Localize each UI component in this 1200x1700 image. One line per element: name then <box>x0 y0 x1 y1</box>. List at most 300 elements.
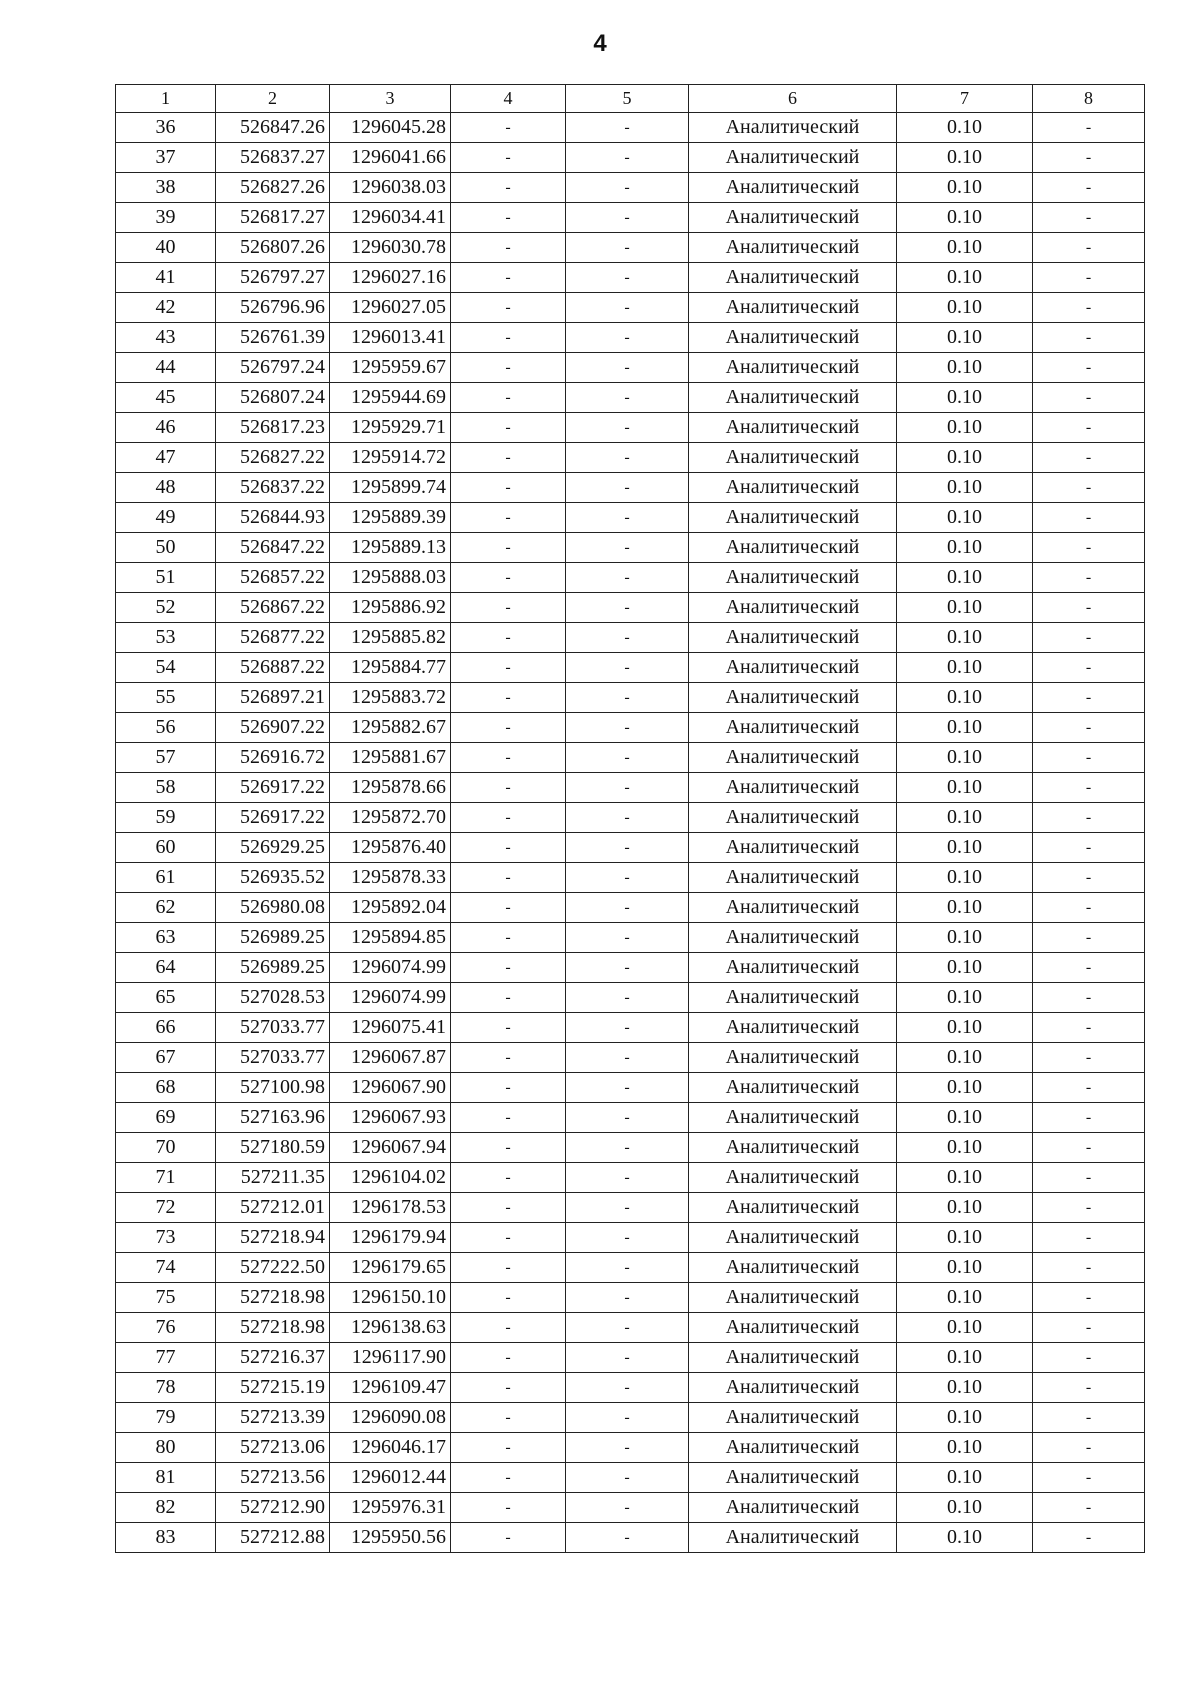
cell-method: Аналитический <box>689 1073 897 1103</box>
cell-col-4: - <box>451 563 566 593</box>
cell-coord-x: 526807.26 <box>216 233 330 263</box>
cell-col-8: - <box>1033 983 1145 1013</box>
cell-accuracy: 0.10 <box>897 863 1033 893</box>
cell-point-number: 56 <box>116 713 216 743</box>
cell-col-4: - <box>451 1043 566 1073</box>
cell-coord-x: 527163.96 <box>216 1103 330 1133</box>
cell-col-5: - <box>566 1223 689 1253</box>
cell-col-5: - <box>566 293 689 323</box>
cell-coord-x: 527213.06 <box>216 1433 330 1463</box>
cell-accuracy: 0.10 <box>897 203 1033 233</box>
cell-accuracy: 0.10 <box>897 173 1033 203</box>
cell-method: Аналитический <box>689 923 897 953</box>
cell-point-number: 61 <box>116 863 216 893</box>
column-header-2: 2 <box>216 85 330 113</box>
cell-point-number: 39 <box>116 203 216 233</box>
cell-coord-y: 1296013.41 <box>330 323 451 353</box>
cell-col-5: - <box>566 623 689 653</box>
cell-method: Аналитический <box>689 1163 897 1193</box>
cell-point-number: 37 <box>116 143 216 173</box>
cell-method: Аналитический <box>689 203 897 233</box>
cell-col-8: - <box>1033 1403 1145 1433</box>
cell-col-8: - <box>1033 533 1145 563</box>
cell-coord-x: 526847.26 <box>216 113 330 143</box>
cell-col-5: - <box>566 1373 689 1403</box>
cell-point-number: 49 <box>116 503 216 533</box>
cell-col-8: - <box>1033 1043 1145 1073</box>
cell-point-number: 63 <box>116 923 216 953</box>
cell-coord-x: 526807.24 <box>216 383 330 413</box>
cell-accuracy: 0.10 <box>897 593 1033 623</box>
cell-col-8: - <box>1033 1013 1145 1043</box>
table-row <box>116 173 1145 203</box>
cell-col-5: - <box>566 533 689 563</box>
cell-col-5: - <box>566 983 689 1013</box>
cell-method: Аналитический <box>689 1523 897 1553</box>
cell-point-number: 55 <box>116 683 216 713</box>
cell-accuracy: 0.10 <box>897 353 1033 383</box>
cell-coord-x: 526797.27 <box>216 263 330 293</box>
cell-coord-x: 526817.23 <box>216 413 330 443</box>
cell-coord-x: 526989.25 <box>216 953 330 983</box>
cell-col-8: - <box>1033 443 1145 473</box>
cell-coord-x: 527212.01 <box>216 1193 330 1223</box>
cell-accuracy: 0.10 <box>897 323 1033 353</box>
column-header-5: 5 <box>566 85 689 113</box>
cell-col-4: - <box>451 1403 566 1433</box>
cell-col-4: - <box>451 623 566 653</box>
table-row <box>116 113 1145 143</box>
cell-point-number: 53 <box>116 623 216 653</box>
cell-col-8: - <box>1033 1223 1145 1253</box>
cell-method: Аналитический <box>689 1193 897 1223</box>
cell-accuracy: 0.10 <box>897 623 1033 653</box>
cell-col-4: - <box>451 983 566 1013</box>
table-row <box>116 353 1145 383</box>
table-row <box>116 1523 1145 1553</box>
cell-accuracy: 0.10 <box>897 1253 1033 1283</box>
cell-col-8: - <box>1033 743 1145 773</box>
table-row <box>116 1403 1145 1433</box>
cell-col-5: - <box>566 143 689 173</box>
cell-col-5: - <box>566 1463 689 1493</box>
cell-col-8: - <box>1033 1103 1145 1133</box>
cell-method: Аналитический <box>689 413 897 443</box>
cell-col-5: - <box>566 1403 689 1433</box>
cell-coord-y: 1295876.40 <box>330 833 451 863</box>
cell-accuracy: 0.10 <box>897 1493 1033 1523</box>
cell-accuracy: 0.10 <box>897 923 1033 953</box>
cell-col-4: - <box>451 833 566 863</box>
table-row <box>116 1253 1145 1283</box>
cell-method: Аналитический <box>689 983 897 1013</box>
cell-coord-x: 527215.19 <box>216 1373 330 1403</box>
cell-col-5: - <box>566 1013 689 1043</box>
cell-col-4: - <box>451 803 566 833</box>
cell-coord-y: 1296067.90 <box>330 1073 451 1103</box>
page-number: 4 <box>593 30 607 57</box>
cell-accuracy: 0.10 <box>897 1433 1033 1463</box>
cell-col-8: - <box>1033 623 1145 653</box>
cell-coord-x: 526796.96 <box>216 293 330 323</box>
cell-col-4: - <box>451 383 566 413</box>
cell-col-8: - <box>1033 1463 1145 1493</box>
cell-col-8: - <box>1033 713 1145 743</box>
cell-point-number: 83 <box>116 1523 216 1553</box>
cell-col-8: - <box>1033 473 1145 503</box>
cell-accuracy: 0.10 <box>897 563 1033 593</box>
cell-col-5: - <box>566 1343 689 1373</box>
cell-method: Аналитический <box>689 1133 897 1163</box>
cell-coord-x: 526916.72 <box>216 743 330 773</box>
cell-method: Аналитический <box>689 353 897 383</box>
cell-coord-y: 1296012.44 <box>330 1463 451 1493</box>
cell-col-4: - <box>451 1133 566 1163</box>
cell-accuracy: 0.10 <box>897 743 1033 773</box>
cell-method: Аналитический <box>689 683 897 713</box>
cell-col-8: - <box>1033 653 1145 683</box>
cell-point-number: 41 <box>116 263 216 293</box>
cell-col-5: - <box>566 473 689 503</box>
cell-col-4: - <box>451 443 566 473</box>
cell-col-5: - <box>566 803 689 833</box>
cell-coord-x: 527222.50 <box>216 1253 330 1283</box>
cell-coord-x: 527213.39 <box>216 1403 330 1433</box>
table-header <box>116 85 1145 113</box>
cell-accuracy: 0.10 <box>897 683 1033 713</box>
cell-coord-y: 1295888.03 <box>330 563 451 593</box>
cell-point-number: 73 <box>116 1223 216 1253</box>
cell-coord-y: 1296178.53 <box>330 1193 451 1223</box>
cell-col-5: - <box>566 653 689 683</box>
cell-method: Аналитический <box>689 383 897 413</box>
cell-col-4: - <box>451 743 566 773</box>
cell-accuracy: 0.10 <box>897 1013 1033 1043</box>
cell-coord-x: 526844.93 <box>216 503 330 533</box>
cell-coord-y: 1296046.17 <box>330 1433 451 1463</box>
cell-col-4: - <box>451 353 566 383</box>
cell-accuracy: 0.10 <box>897 653 1033 683</box>
cell-point-number: 68 <box>116 1073 216 1103</box>
cell-col-4: - <box>451 323 566 353</box>
cell-col-8: - <box>1033 1193 1145 1223</box>
table-body <box>116 113 1145 1553</box>
cell-col-5: - <box>566 443 689 473</box>
cell-accuracy: 0.10 <box>897 773 1033 803</box>
column-header-4: 4 <box>451 85 566 113</box>
cell-col-5: - <box>566 1493 689 1523</box>
cell-col-5: - <box>566 1103 689 1133</box>
cell-point-number: 45 <box>116 383 216 413</box>
cell-coord-y: 1296067.87 <box>330 1043 451 1073</box>
cell-coord-x: 527211.35 <box>216 1163 330 1193</box>
cell-col-8: - <box>1033 1373 1145 1403</box>
cell-col-5: - <box>566 773 689 803</box>
cell-coord-x: 527033.77 <box>216 1013 330 1043</box>
cell-col-5: - <box>566 173 689 203</box>
cell-coord-y: 1296138.63 <box>330 1313 451 1343</box>
cell-point-number: 50 <box>116 533 216 563</box>
cell-col-5: - <box>566 893 689 923</box>
cell-point-number: 67 <box>116 1043 216 1073</box>
cell-method: Аналитический <box>689 1103 897 1133</box>
cell-col-8: - <box>1033 863 1145 893</box>
cell-point-number: 54 <box>116 653 216 683</box>
cell-method: Аналитический <box>689 473 897 503</box>
cell-col-5: - <box>566 683 689 713</box>
cell-coord-x: 526887.22 <box>216 653 330 683</box>
cell-col-8: - <box>1033 683 1145 713</box>
cell-coord-x: 527218.94 <box>216 1223 330 1253</box>
cell-point-number: 44 <box>116 353 216 383</box>
cell-col-8: - <box>1033 1073 1145 1103</box>
cell-accuracy: 0.10 <box>897 1523 1033 1553</box>
cell-col-8: - <box>1033 803 1145 833</box>
cell-col-8: - <box>1033 773 1145 803</box>
cell-col-4: - <box>451 503 566 533</box>
table-row <box>116 323 1145 353</box>
cell-accuracy: 0.10 <box>897 233 1033 263</box>
cell-method: Аналитический <box>689 233 897 263</box>
cell-point-number: 58 <box>116 773 216 803</box>
cell-col-5: - <box>566 1163 689 1193</box>
table-row <box>116 293 1145 323</box>
cell-coord-x: 526827.22 <box>216 443 330 473</box>
cell-point-number: 70 <box>116 1133 216 1163</box>
cell-col-5: - <box>566 1523 689 1553</box>
cell-col-5: - <box>566 1193 689 1223</box>
cell-coord-y: 1295894.85 <box>330 923 451 953</box>
cell-accuracy: 0.10 <box>897 1193 1033 1223</box>
cell-point-number: 62 <box>116 893 216 923</box>
cell-col-4: - <box>451 1343 566 1373</box>
table-row <box>116 833 1145 863</box>
cell-point-number: 43 <box>116 323 216 353</box>
cell-coord-y: 1296179.65 <box>330 1253 451 1283</box>
cell-point-number: 81 <box>116 1463 216 1493</box>
cell-col-4: - <box>451 893 566 923</box>
cell-col-4: - <box>451 593 566 623</box>
cell-method: Аналитический <box>689 173 897 203</box>
cell-accuracy: 0.10 <box>897 803 1033 833</box>
cell-col-8: - <box>1033 143 1145 173</box>
cell-point-number: 51 <box>116 563 216 593</box>
cell-method: Аналитический <box>689 143 897 173</box>
cell-coord-x: 526867.22 <box>216 593 330 623</box>
cell-point-number: 36 <box>116 113 216 143</box>
cell-coord-y: 1295882.67 <box>330 713 451 743</box>
cell-point-number: 60 <box>116 833 216 863</box>
cell-col-8: - <box>1033 1253 1145 1283</box>
cell-coord-y: 1295950.56 <box>330 1523 451 1553</box>
cell-col-4: - <box>451 1013 566 1043</box>
cell-col-4: - <box>451 413 566 443</box>
cell-method: Аналитический <box>689 743 897 773</box>
cell-method: Аналитический <box>689 1493 897 1523</box>
cell-col-8: - <box>1033 1493 1145 1523</box>
table-row <box>116 803 1145 833</box>
cell-accuracy: 0.10 <box>897 833 1033 863</box>
cell-col-8: - <box>1033 233 1145 263</box>
cell-col-8: - <box>1033 833 1145 863</box>
cell-col-8: - <box>1033 1433 1145 1463</box>
cell-method: Аналитический <box>689 833 897 863</box>
cell-coord-y: 1295881.67 <box>330 743 451 773</box>
cell-coord-y: 1296030.78 <box>330 233 451 263</box>
cell-method: Аналитический <box>689 1223 897 1253</box>
cell-col-8: - <box>1033 1343 1145 1373</box>
cell-accuracy: 0.10 <box>897 953 1033 983</box>
cell-col-4: - <box>451 1523 566 1553</box>
cell-coord-y: 1296034.41 <box>330 203 451 233</box>
cell-col-5: - <box>566 1073 689 1103</box>
cell-col-4: - <box>451 1103 566 1133</box>
cell-col-5: - <box>566 833 689 863</box>
coordinates-table <box>115 84 1145 1553</box>
cell-col-5: - <box>566 923 689 953</box>
cell-coord-y: 1295959.67 <box>330 353 451 383</box>
cell-col-4: - <box>451 293 566 323</box>
column-header-7: 7 <box>897 85 1033 113</box>
cell-coord-x: 527213.56 <box>216 1463 330 1493</box>
table-row <box>116 1223 1145 1253</box>
cell-coord-y: 1296027.05 <box>330 293 451 323</box>
table-row <box>116 593 1145 623</box>
cell-coord-x: 526989.25 <box>216 923 330 953</box>
cell-coord-y: 1295976.31 <box>330 1493 451 1523</box>
cell-method: Аналитический <box>689 653 897 683</box>
cell-method: Аналитический <box>689 893 897 923</box>
cell-point-number: 66 <box>116 1013 216 1043</box>
cell-accuracy: 0.10 <box>897 983 1033 1013</box>
cell-coord-y: 1296090.08 <box>330 1403 451 1433</box>
table-row <box>116 1163 1145 1193</box>
cell-coord-y: 1296045.28 <box>330 113 451 143</box>
cell-col-8: - <box>1033 323 1145 353</box>
cell-col-8: - <box>1033 593 1145 623</box>
cell-accuracy: 0.10 <box>897 1133 1033 1163</box>
cell-col-5: - <box>566 1433 689 1463</box>
cell-coord-x: 527028.53 <box>216 983 330 1013</box>
cell-method: Аналитический <box>689 863 897 893</box>
cell-coord-y: 1296117.90 <box>330 1343 451 1373</box>
cell-col-8: - <box>1033 503 1145 533</box>
cell-col-5: - <box>566 743 689 773</box>
column-header-1: 1 <box>116 85 216 113</box>
table-row <box>116 1103 1145 1133</box>
cell-coord-x: 526857.22 <box>216 563 330 593</box>
cell-col-8: - <box>1033 383 1145 413</box>
cell-col-4: - <box>451 143 566 173</box>
cell-accuracy: 0.10 <box>897 1283 1033 1313</box>
cell-coord-x: 527216.37 <box>216 1343 330 1373</box>
cell-coord-x: 527033.77 <box>216 1043 330 1073</box>
cell-col-5: - <box>566 1133 689 1163</box>
cell-method: Аналитический <box>689 1283 897 1313</box>
cell-col-5: - <box>566 1313 689 1343</box>
cell-accuracy: 0.10 <box>897 1163 1033 1193</box>
cell-accuracy: 0.10 <box>897 1223 1033 1253</box>
column-header-6: 6 <box>689 85 897 113</box>
cell-point-number: 47 <box>116 443 216 473</box>
cell-method: Аналитический <box>689 263 897 293</box>
cell-point-number: 64 <box>116 953 216 983</box>
cell-point-number: 40 <box>116 233 216 263</box>
cell-col-4: - <box>451 1493 566 1523</box>
cell-accuracy: 0.10 <box>897 533 1033 563</box>
cell-accuracy: 0.10 <box>897 713 1033 743</box>
table-row <box>116 743 1145 773</box>
cell-coord-x: 526917.22 <box>216 803 330 833</box>
cell-accuracy: 0.10 <box>897 443 1033 473</box>
cell-point-number: 52 <box>116 593 216 623</box>
cell-col-8: - <box>1033 413 1145 443</box>
cell-coord-x: 526907.22 <box>216 713 330 743</box>
cell-col-4: - <box>451 1433 566 1463</box>
cell-point-number: 75 <box>116 1283 216 1313</box>
cell-coord-x: 526761.39 <box>216 323 330 353</box>
cell-col-5: - <box>566 863 689 893</box>
cell-method: Аналитический <box>689 953 897 983</box>
cell-method: Аналитический <box>689 323 897 353</box>
cell-col-5: - <box>566 113 689 143</box>
cell-point-number: 77 <box>116 1343 216 1373</box>
cell-coord-y: 1295892.04 <box>330 893 451 923</box>
cell-col-8: - <box>1033 203 1145 233</box>
table-row <box>116 1373 1145 1403</box>
cell-coord-y: 1296109.47 <box>330 1373 451 1403</box>
cell-coord-y: 1296027.16 <box>330 263 451 293</box>
cell-col-4: - <box>451 923 566 953</box>
cell-method: Аналитический <box>689 293 897 323</box>
cell-coord-x: 526837.22 <box>216 473 330 503</box>
cell-coord-x: 527100.98 <box>216 1073 330 1103</box>
table-row <box>116 983 1145 1013</box>
cell-col-4: - <box>451 233 566 263</box>
cell-point-number: 71 <box>116 1163 216 1193</box>
cell-method: Аналитический <box>689 803 897 833</box>
cell-coord-y: 1296038.03 <box>330 173 451 203</box>
cell-coord-x: 526847.22 <box>216 533 330 563</box>
cell-col-4: - <box>451 1283 566 1313</box>
cell-col-5: - <box>566 233 689 263</box>
cell-coord-y: 1296074.99 <box>330 983 451 1013</box>
cell-col-4: - <box>451 1163 566 1193</box>
cell-col-8: - <box>1033 923 1145 953</box>
cell-accuracy: 0.10 <box>897 113 1033 143</box>
table-row <box>116 503 1145 533</box>
cell-col-4: - <box>451 113 566 143</box>
cell-col-8: - <box>1033 113 1145 143</box>
cell-method: Аналитический <box>689 1403 897 1433</box>
cell-method: Аналитический <box>689 503 897 533</box>
cell-method: Аналитический <box>689 533 897 563</box>
table-row <box>116 263 1145 293</box>
cell-accuracy: 0.10 <box>897 1403 1033 1433</box>
cell-coord-x: 527218.98 <box>216 1313 330 1343</box>
table-row <box>116 1313 1145 1343</box>
cell-col-4: - <box>451 953 566 983</box>
table-row <box>116 1043 1145 1073</box>
cell-coord-y: 1296104.02 <box>330 1163 451 1193</box>
cell-method: Аналитический <box>689 593 897 623</box>
cell-col-8: - <box>1033 563 1145 593</box>
cell-coord-x: 526817.27 <box>216 203 330 233</box>
cell-accuracy: 0.10 <box>897 1313 1033 1343</box>
cell-accuracy: 0.10 <box>897 1073 1033 1103</box>
cell-col-4: - <box>451 653 566 683</box>
cell-col-5: - <box>566 503 689 533</box>
